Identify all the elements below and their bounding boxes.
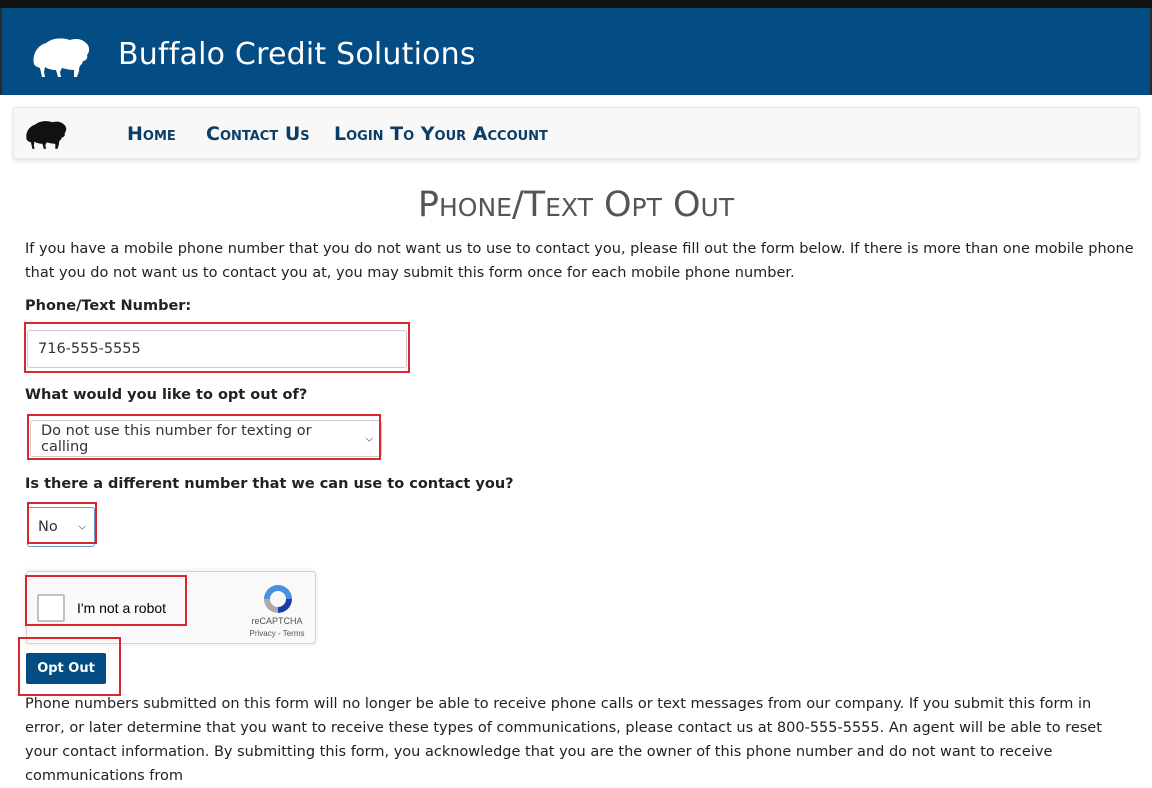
main-navbar — [13, 107, 1139, 159]
intro-paragraph: If you have a mobile phone number that you do not want us to use to contact you, please fill out the form below. If there is more than one mobile phone that you do not want us to contact you at, you may submit this form once for each mobile phone number. — [25, 241, 1134, 281]
optout-type-select[interactable] — [30, 420, 382, 457]
different-number-label: Is there a different number that we can use to contact you? — [25, 476, 514, 492]
buffalo-icon — [30, 34, 92, 80]
window-top-strip — [0, 0, 1152, 8]
phone-number-label: Phone/Text Number: — [25, 298, 192, 314]
phone-number-value: 716-555-5555 — [38, 341, 141, 357]
optout-type-value: Do not use this number for texting or calling — [41, 422, 312, 455]
recaptcha-terms-link[interactable]: Privacy - Terms — [249, 629, 305, 638]
recaptcha-brand: reCAPTCHA — [251, 616, 303, 626]
page-title: Phone/Text Opt Out — [417, 185, 735, 225]
chevron-down-icon: ⌵ — [78, 521, 86, 533]
different-number-value: No — [38, 519, 58, 535]
nav-home-link[interactable]: Home — [127, 123, 176, 145]
site-header — [0, 8, 1152, 95]
optout-type-label: What would you like to opt out of? — [25, 387, 308, 403]
buffalo-icon[interactable] — [22, 118, 70, 151]
recaptcha-logo-icon — [261, 582, 295, 616]
chevron-down-icon: ⌵ — [365, 433, 373, 444]
nav-contact-us-link[interactable]: Contact Us — [206, 123, 310, 145]
recaptcha-label: I'm not a robot — [77, 600, 167, 616]
opt-out-button[interactable]: Opt Out — [26, 653, 106, 684]
different-number-select[interactable] — [27, 507, 95, 547]
phone-number-input[interactable] — [27, 330, 407, 368]
recaptcha-widget — [26, 571, 316, 644]
recaptcha-checkbox[interactable] — [37, 594, 65, 622]
nav-login-link[interactable]: Login To Your Account — [334, 123, 548, 145]
disclaimer-paragraph: Phone numbers submitted on this form will no longer be able to receive phone calls or text messages from our company. If you submit this form in error, or later determine that you want to receive these types of communications, please contact us at 800-555-5555. An agent will be able to reset your contact information. By submitting this form, you acknowledge that you are the owner of this phone number and do not want to receive communications from — [25, 696, 1102, 784]
site-title: Buffalo Credit Solutions — [118, 37, 476, 72]
